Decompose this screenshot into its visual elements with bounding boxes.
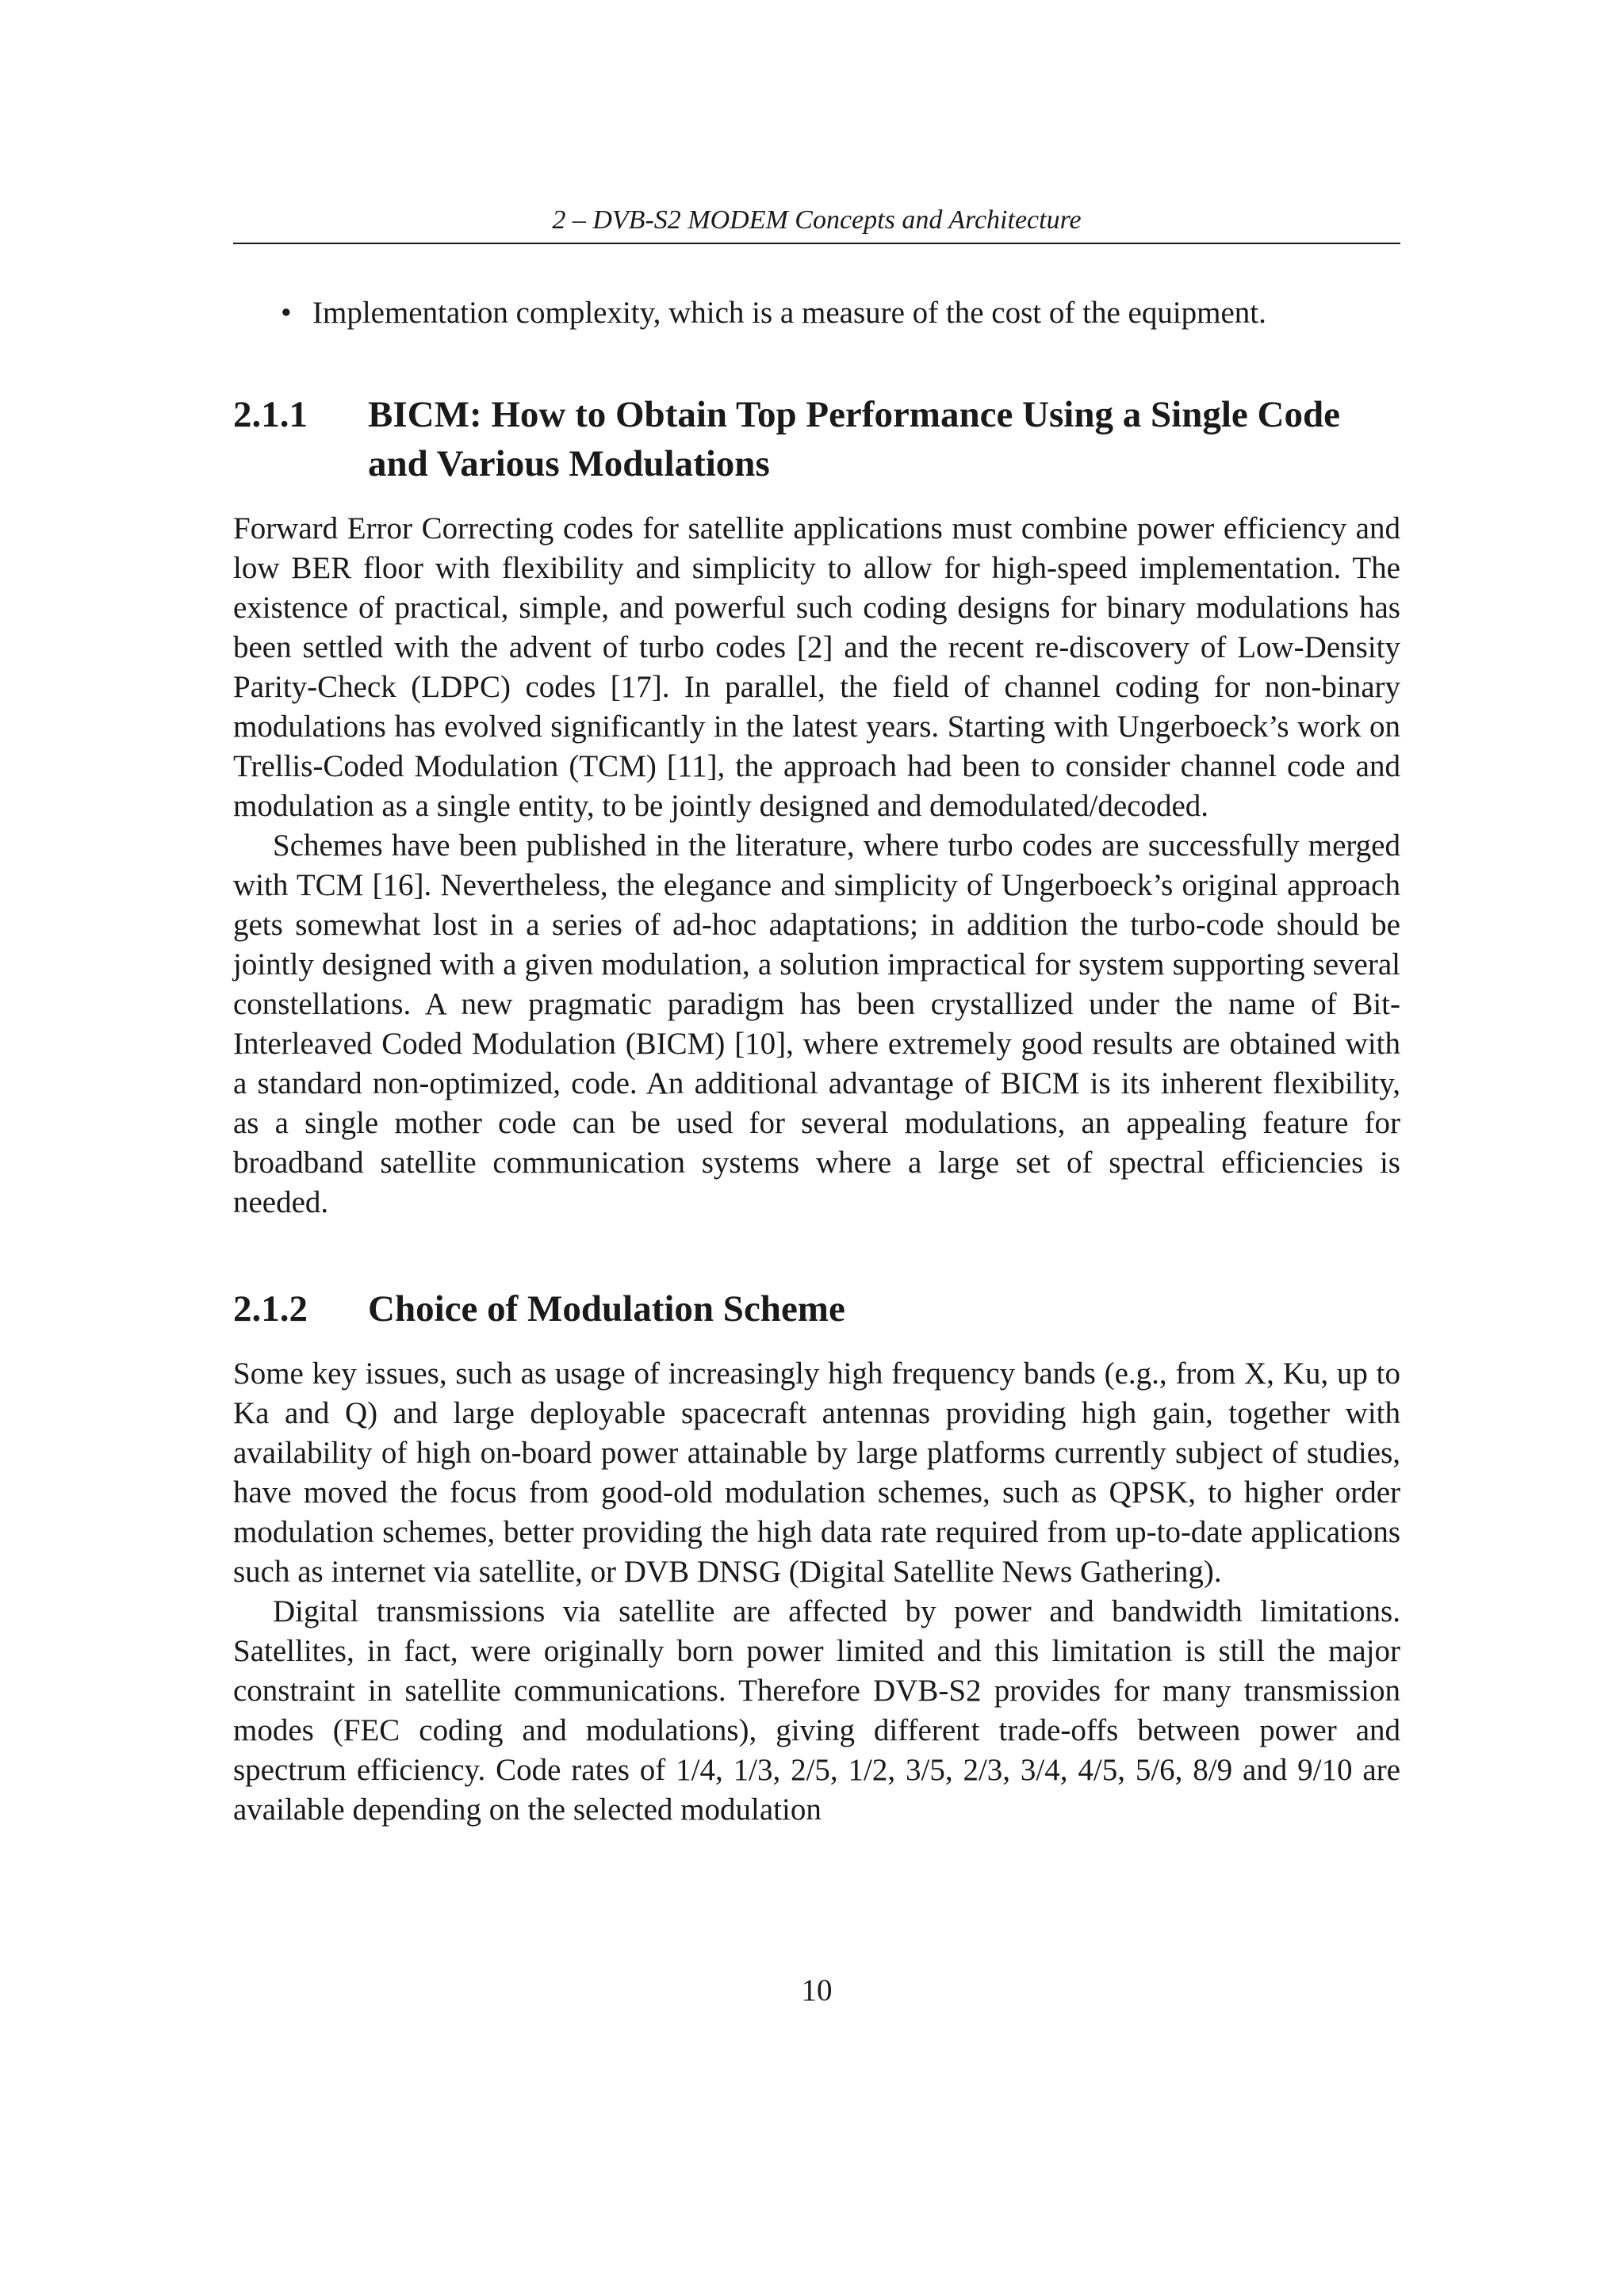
section-heading <box>233 1284 1400 1334</box>
section-heading <box>233 390 1400 488</box>
section-title: Choice of Modulation Scheme <box>368 1288 845 1330</box>
section-number: 2.1.2 <box>233 1288 308 1330</box>
section-title: BICM: How to Obtain Top Performance Using a Single Code and Various Modulations <box>368 394 1340 484</box>
paragraph: Schemes have been published in the literature, where turbo codes are successfully merged with TCM [16]. Nevertheless, the elegance and simplicity of Ungerboeck’s original approach gets somewhat lost in a series of ad-hoc adaptations; in addition the turbo-code should be jointly designed with a given modulation, a solution impractical for system supporting several constellations. A new pragmatic paradigm has been crystallized under the name of Bit-Interleaved Coded Modulation (BICM) [10], where extremely good results are obtained with a standard non-optimized, code. An additional advantage of BICM is its inherent flexibility, as a single mother code can be used for several modulations, an appealing feature for broadband satellite communication systems where a large set of spectral efficiencies is needed. <box>233 828 1400 1219</box>
bullet-text: Implementation complexity, which is a measure of the cost of the equipment. <box>312 296 1266 330</box>
paragraph: Some key issues, such as usage of increasingly high frequency bands (e.g., from X, Ku, up to Ka and Q) and large deployable spacecraft antennas providing high gain, together with availability of high on-board power attainable by large platforms currently subject of studies, have moved the focus from good-old modulation schemes, such as QPSK, to higher order modulation schemes, better providing the high data rate required from up-to-date applications such as internet via satellite, or DVB DNSG (Digital Satellite News Gathering). <box>233 1357 1400 1589</box>
page-number: 10 <box>801 1973 833 2007</box>
list-item <box>233 293 1400 333</box>
paragraph: Forward Error Correcting codes for satellite applications must combine power efficiency and low BER floor with flexibility and simplicity to allow for high-speed implementation. The existence of practical, simple, and powerful such coding designs for binary modulations has been settled with the advent of turbo codes [2] and the recent re-discovery of Low-Density Parity-Check (LDPC) codes [17]. In parallel, the field of channel coding for non-binary modulations has evolved significantly in the latest years. Starting with Ungerboeck’s work on Trellis-Coded Modulation (TCM) [11], the approach had been to consider channel code and modulation as a single entity, to be jointly designed and demodulated/decoded. <box>233 511 1400 823</box>
page-body <box>233 293 1400 1830</box>
section-number: 2.1.1 <box>233 394 308 435</box>
running-header: 2 – DVB-S2 MODEM Concepts and Architecture <box>552 205 1082 235</box>
bullet-marker: • <box>281 296 292 330</box>
paragraph: Digital transmissions via satellite are affected by power and bandwidth limitations. Satellites, in fact, were originally born power limited and this limitation is still the major constraint in satellite communications. Therefore DVB-S2 provides for many transmission modes (FEC coding and modulations), giving different trade-offs between power and spectrum efficiency. Code rates of 1/4, 1/3, 2/5, 1/2, 3/5, 2/3, 3/4, 4/5, 5/6, 8/9 and 9/10 are available depending on the selected modulation <box>233 1594 1400 1827</box>
header-rule <box>233 243 1400 244</box>
bullet-list <box>233 293 1400 333</box>
